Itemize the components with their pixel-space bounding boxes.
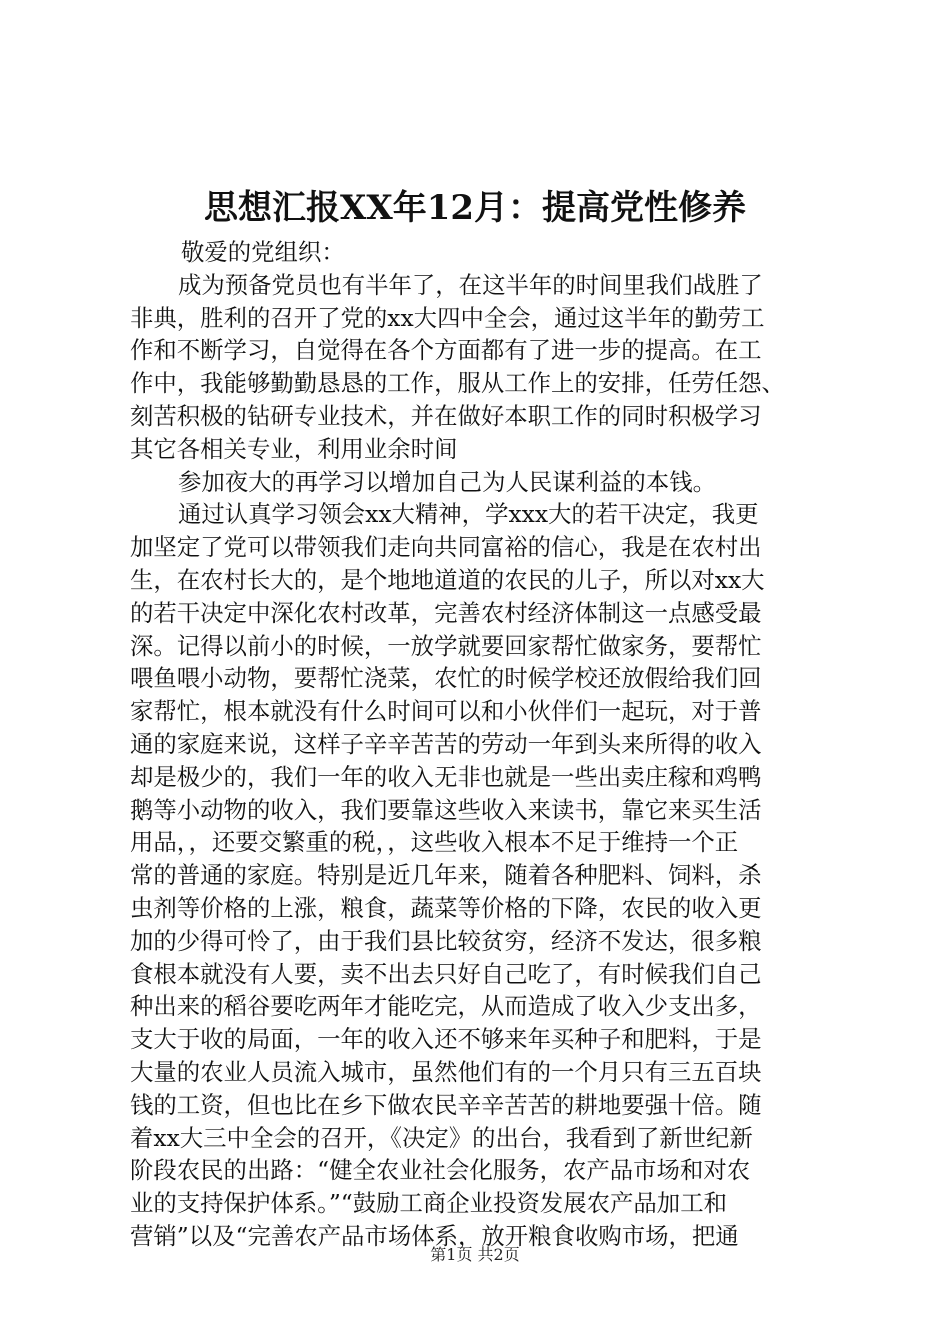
text-line: 营销”以及“完善农产品市场体系，放开粮食收购市场，把通 <box>130 1221 739 1250</box>
text-line: 支大于收的局面，一年的收入还不够来年买种子和肥料，于是 <box>130 1025 762 1054</box>
page-footer: 第1页 共2页 <box>430 1245 520 1264</box>
text-line: 作中，我能够勤勤恳恳的工作，服从工作上的安排，任劳任怨、 <box>130 369 785 398</box>
text-line: 着xx大三中全会的召开，《决定》的出台，我看到了新世纪新 <box>130 1123 753 1152</box>
document-body <box>130 236 830 1253</box>
text-line: 生，在农村长大的，是个地地道道的农民的儿子，所以对xx大 <box>130 565 765 594</box>
text-line: 非典，胜利的召开了党的xx大四中全会，通过这半年的勤劳工 <box>130 303 765 332</box>
text-line: 加坚定了党可以带领我们走向共同富裕的信心，我是在农村出 <box>130 533 762 562</box>
text-line: 参加夜大的再学习以增加自己为人民谋利益的本钱。 <box>178 467 716 496</box>
text-line: 敬爱的党组织： <box>181 238 345 266</box>
text-line: 虫剂等价格的上涨，粮食，蔬菜等价格的下降，农民的收入更 <box>130 893 762 922</box>
text-line: 阶段农民的出路：“健全农业社会化服务，农产品市场和对农 <box>130 1156 751 1185</box>
text-line: 家帮忙，根本就没有什么时间可以和小伙伴们一起玩，对于普 <box>130 697 762 726</box>
text-line: 钱的工资，但也比在乡下做农民辛辛苦苦的耕地要强十倍。随 <box>130 1090 762 1119</box>
text-line: 却是极少的，我们一年的收入无非也就是一些出卖庄稼和鸡鸭 <box>130 762 762 791</box>
text-line: 深。记得以前小的时候，一放学就要回家帮忙做家务，要帮忙 <box>130 631 762 660</box>
document-title: 思想汇报XX年12月：提高党性修养 <box>203 188 747 228</box>
text-line: 喂鱼喂小动物，要帮忙浇菜，农忙的时候学校还放假给我们回 <box>130 664 762 693</box>
text-line: 加的少得可怜了，由于我们县比较贫穷，经济不发达，很多粮 <box>130 926 762 955</box>
text-line: 成为预备党员也有半年了，在这半年的时间里我们战胜了 <box>178 270 763 299</box>
text-line: 大量的农业人员流入城市，虽然他们有的一个月只有三五百块 <box>130 1057 762 1086</box>
text-line: 通过认真学习领会xx大精神，学xxx大的若干决定，我更 <box>178 500 759 529</box>
text-line: 鹅等小动物的收入，我们要靠这些收入来读书，靠它来买生活 <box>130 795 762 824</box>
text-line: 的若干决定中深化农村改革，完善农村经济体制这一点感受最 <box>130 598 762 627</box>
text-line: 刻苦积极的钻研专业技术，并在做好本职工作的同时积极学习 <box>130 401 762 430</box>
text-line: 食根本就没有人要，卖不出去只好自己吃了，有时候我们自己 <box>130 959 762 988</box>
text-line: 通的家庭来说，这样子辛辛苦苦的劳动一年到头来所得的收入 <box>130 729 762 758</box>
text-line: 常的普通的家庭。特别是近几年来，随着各种肥料、饲料，杀 <box>130 861 762 890</box>
text-line: 种出来的稻谷要吃两年才能吃完，从而造成了收入少支出多， <box>130 992 762 1021</box>
text-line: 其它各相关专业，利用业余时间 <box>130 434 458 463</box>
text-line: 用品，，还要交繁重的税，，这些收入根本不足于维持一个正 <box>130 828 739 857</box>
text-line: 作和不断学习，自觉得在各个方面都有了进一步的提高。在工 <box>130 336 762 365</box>
text-line: 业的支持保护体系。”“鼓励工商企业投资发展农产品加工和 <box>130 1189 727 1218</box>
